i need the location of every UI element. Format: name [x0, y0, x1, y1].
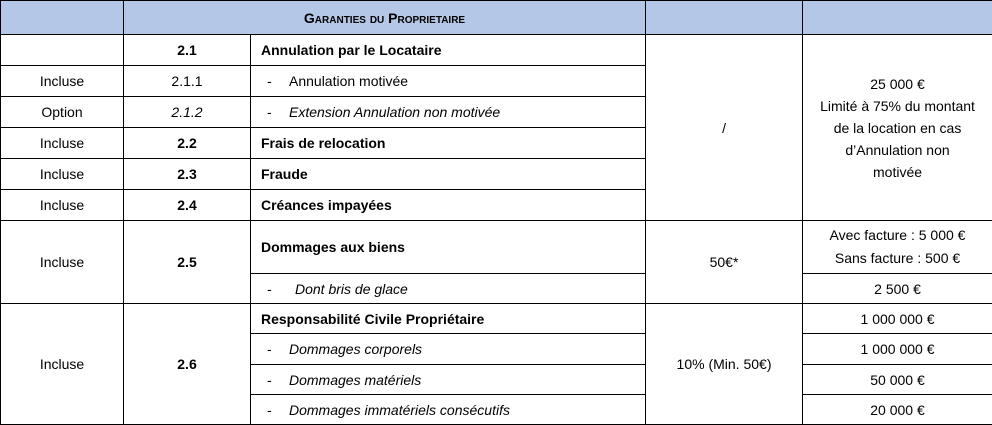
group1-limit	[803, 35, 992, 221]
row-code: 2.4	[124, 190, 251, 221]
table-row	[1, 304, 992, 334]
table-header-title: Garanties du Proprietaire	[124, 1, 646, 35]
row-label: Dont bris de glace	[295, 280, 408, 297]
row-status: Incluse	[1, 221, 124, 304]
row-label: Dommages corporels	[289, 341, 423, 357]
row-status: Incluse	[1, 128, 124, 159]
row-status	[1, 35, 124, 66]
row-label: Créances impayées	[251, 190, 646, 221]
row-status: Incluse	[1, 190, 124, 221]
row-code: 2.6	[124, 304, 251, 425]
row-limit: 1 000 000 €	[803, 304, 992, 334]
row-label: Extension Annulation non motivée	[289, 104, 501, 120]
row-code: 2.5	[124, 221, 251, 304]
row-code: 2.3	[124, 159, 251, 190]
row-limit: 50 000 €	[803, 365, 992, 395]
group25-limit-line-1: Avec facture : 5 000 €	[829, 227, 966, 243]
row-label: Dommages immatériels consécutifs	[289, 401, 510, 418]
row-label: Annulation par le Locataire	[251, 35, 646, 66]
row-label-cell: - Annulation motivée	[251, 66, 646, 97]
group25-limit	[803, 221, 992, 274]
row-label: Dommages matériels	[289, 371, 422, 388]
row-label-cell: - Dommages immatériels consécutifs	[251, 395, 646, 425]
row-code: 2.1.2	[124, 97, 251, 128]
row-label-cell: - Dommages corporels	[251, 334, 646, 365]
row-label: Annulation motivée	[289, 73, 409, 89]
group26-franchise: 10% (Min. 50€)	[646, 304, 803, 425]
group1-limit-note-3: d’Annulation non	[845, 141, 950, 158]
group1-limit-note-4: motivée	[873, 163, 923, 180]
row-label-cell: - Extension Annulation non motivée	[251, 97, 646, 128]
row-label-cell: - Dont bris de glace	[251, 274, 646, 304]
row-label-cell: - Dommages matériels	[251, 365, 646, 395]
row-label: Fraude	[251, 159, 646, 190]
row-status: Option	[1, 97, 124, 128]
row-limit: 1 000 000 €	[803, 334, 992, 365]
row-limit: 2 500 €	[803, 274, 992, 304]
row-status: Incluse	[1, 66, 124, 97]
row-label: Frais de relocation	[251, 128, 646, 159]
group1-limit-note-1: Limité à 75% du montant	[820, 97, 975, 114]
row-status: Incluse	[1, 304, 124, 425]
table-row	[1, 35, 992, 66]
group1-limit-amount: 25 000 €	[870, 75, 925, 92]
row-limit: 20 000 €	[803, 395, 992, 425]
row-code: 2.1	[124, 35, 251, 66]
row-code: 2.2	[124, 128, 251, 159]
group25-franchise: 50€*	[646, 221, 803, 304]
row-label: Responsabilité Civile Propriétaire	[251, 304, 646, 334]
group1-limit-note-2: de la location en cas	[833, 119, 962, 136]
table-row	[1, 221, 992, 274]
row-code: 2.1.1	[124, 66, 251, 97]
group1-franchise: /	[646, 35, 803, 221]
row-status: Incluse	[1, 159, 124, 190]
table-header-row	[1, 1, 992, 35]
row-label: Dommages aux biens	[251, 221, 646, 274]
group25-limit-line-2: Sans facture : 500 €	[834, 250, 961, 266]
